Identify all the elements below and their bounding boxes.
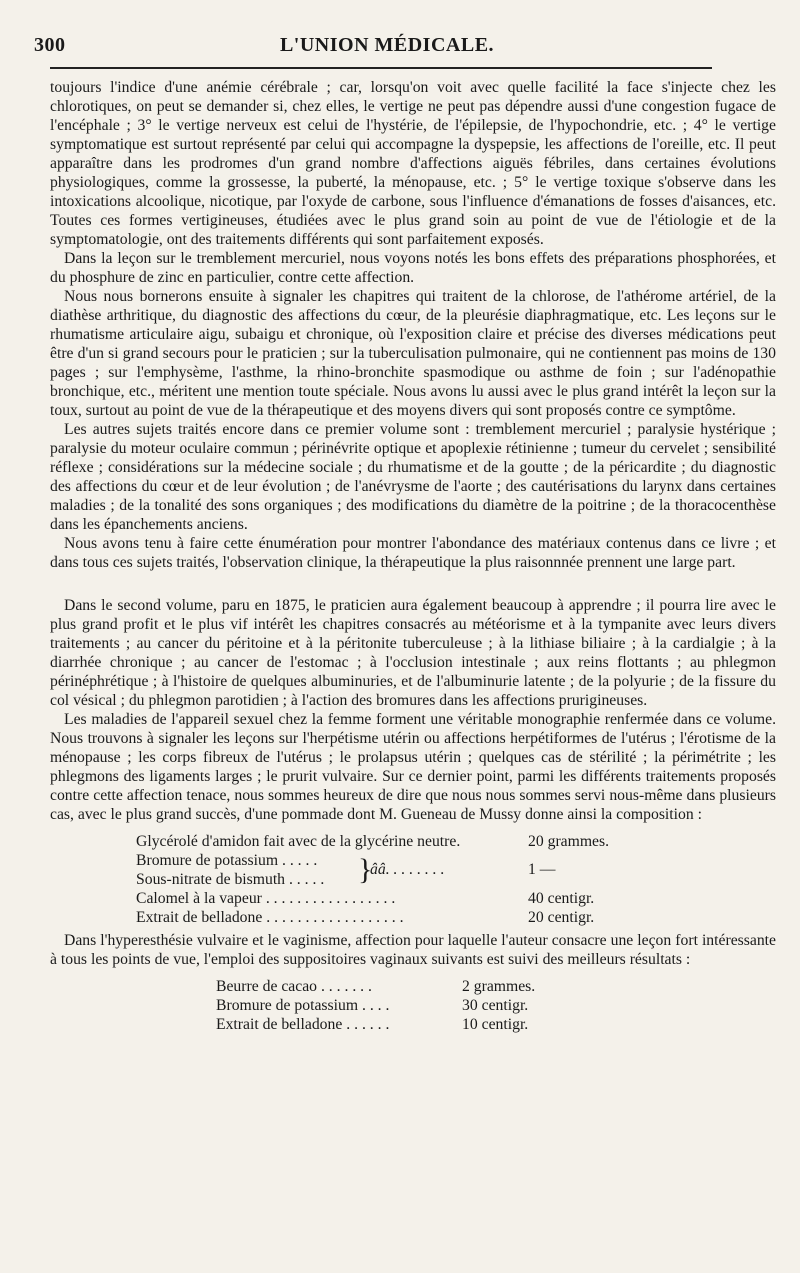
ingredient-name: Beurre de cacao . . . . . . . [216,978,372,995]
running-header [34,34,740,60]
ingredient-name: Glycérolé d'amidon fait avec de la glycérine neutre. [136,833,461,850]
formula-row [50,1015,776,1034]
ingredient-quantity: 20 centigr. [528,909,595,926]
ingredient-name: Extrait de belladone . . . . . . [216,1016,390,1033]
ingredient-name: Bromure de potassium . . . . [216,997,390,1014]
page-number: 300 [34,34,66,56]
ingredient-name: Bromure de potassium . . . . . [136,852,318,869]
formula-row [50,832,776,851]
ingredient-quantity: 1 — [528,861,556,878]
section-gap [50,572,776,596]
formula-row [50,996,776,1015]
paragraph: Nous avons tenu à faire cette énumération pour montrer l'abondance des matériaux contenus dans ce livre ; et dans tous ces sujets traités, l'observation clinique, la thérapeutique la plus raisonnnée prennent une large part. [50,535,776,571]
ingredient-name: Extrait de belladone . . . . . . . . . . . . . . . . . . [136,909,404,926]
ingredient-quantity: 30 centigr. [462,997,529,1014]
paragraph: Les maladies de l'appareil sexuel chez la femme forment une véritable monographie renfermée dans ce volume. Nous trouvons à signaler les leçons sur l'herpétisme utérin ou affections herpétiformes de l'utérus ; l'érotisme de la ménopause ; les corps fibreux de l'utérus ; le prolapsus utérin ; quelques cas de stérilité ; la périmétrite ; les phlegmons des ligaments larges ; le prurit vulvaire. Sur ce dernier point, parmi les différents traitements proposés contre cette affection tenace, nous sommes heureux de dire que nous nous sommes servi nous-même dans plusieurs cas, avec le plus grand succès, d'une pommade dont M. Gueneau de Mussy donne ainsi la composition : [50,711,776,823]
ingredient-quantity: 40 centigr. [528,890,595,907]
brace-mark: } [358,853,373,886]
header-rule [50,67,712,69]
formula-row [50,977,776,996]
formula-row [50,889,776,908]
formula-row [50,851,776,878]
paragraph: Les autres sujets traités encore dans ce premier volume sont : tremblement mercuriel ; paralysie hystérique ; paralysie du moteur oculaire commun ; périnévrite optique et apoplexie rétinienne ; tumeur du cervelet ; sensibilité réflexe ; considérations sur la médecine sociale ; du rhumatisme et de la goutte ; de la péricardite ; du diagnostic des affections du cœur et de leur évolution ; de l'anévrysme de l'aorte ; des cautérisations du larynx dans certaines maladies ; de la tonalité des sons organiques ; des modifications du diamètre de la poitrine ; de la thoracocenthèse dans les épanchements anciens. [50,421,776,533]
paragraph: Dans l'hyperesthésie vulvaire et le vaginisme, affection pour laquelle l'auteur consacre une leçon fort intéressante à tous les points de vue, l'emploi des suppositoires vaginaux suivants est suivi des meilleurs résultats : [50,932,776,968]
ointment-formula [50,832,776,927]
paragraph: Nous nous bornerons ensuite à signaler les chapitres qui traitent de la chlorose, de l'athérome artériel, de la diathèse arthritique, du diagnostic des affections du cœur, de la pleurésie diaphragmatique, etc. Les leçons sur le rhumatisme articulaire aigu, subaigu et chronique, où l'exposition claire et précise des diverses médications peut être d'un si grand secours pour le praticien ; sur la tuberculisation pulmonaire, qui ne contiennent pas moins de 130 pages ; sur l'emphysème, l'asthme, la rhino-bronchite spasmodique ou asthme de foin ; sur l'adénopathie bronchique, etc., méritent une mention toute spéciale. Nous avons lu aussi avec le plus grand intérêt la leçon sur la toux, surtout au point de vue de la thérapeutique et des moyens divers qui sont proposés contre ce symptôme. [50,288,776,419]
ingredient-quantity: 2 grammes. [462,978,536,995]
ingredient-name: Sous-nitrate de bismuth . . . . . [136,871,325,888]
ingredient-quantity: 20 grammes. [528,833,610,850]
journal-title: L'UNION MÉDICALE. [279,34,495,56]
ingredient-name: Calomel à la vapeur . . . . . . . . . . . . . . . . . [136,890,396,907]
ingredient-quantity: 10 centigr. [462,1016,529,1033]
ana-partes-mark: ââ. . . . . . . . [370,861,445,878]
formula-row [50,908,776,927]
article-body [50,78,776,1038]
paragraph: Dans la leçon sur le tremblement mercuriel, nous voyons notés les bons effets des préparations phosphorées, et du phosphure de zinc en particulier, contre cette affection. [50,250,776,286]
paragraph: toujours l'indice d'une anémie cérébrale ; car, lorsqu'on voit avec quelle facilité la face s'injecte chez les chlorotiques, on peut se demander si, chez elles, le vertige ne peut pas dépendre aussi d'une congestion fugace de l'encéphale ; 3° le vertige nerveux est celui de l'hystérie, de l'épilepsie, de l'hypochondrie, etc. ; 4° le vertige symptomatique est surtout représenté par celui qui accompagne la dyspepsie, les affections de l'oreille, etc. Il peut apparaître dans les prodromes d'un grand nombre d'affections aiguës fébriles, dans certaines évolutions physiologiques, comme la grossesse, la puberté, la ménopause, etc. ; 5° le vertige toxique s'observe dans les intoxications alcoolique, nicotique, par l'oxyde de carbone, sous l'influence d'émanations de fosses d'aisances, etc. Toutes ces formes vertigineuses, étudiées avec le plus grand soin au point de vue de l'étiologie et de la symptomatologie, ont des traitements différents qui sont parfaitement exposés. [50,79,776,248]
paragraph: Dans le second volume, paru en 1875, le praticien aura également beaucoup à apprendre ; il pourra lire avec le plus grand profit et le plus vif intérêt les chapitres consacrés au météorisme et à la tympanite avec leurs divers traitements ; au cancer du péritoine et à la péritonite tuberculeuse ; à la lithiase biliaire ; à la cardialgie ; à la diarrhée chronique ; au cancer de l'estomac ; à l'occlusion intestinale ; aux reins flottants ; au phlegmon périnéphrétique ; à l'histoire de quelques albuminuries, et de l'albuminurie latente ; de la polyurie ; de la fissure du col vésical ; du phlegmon parotidien ; à l'action des bromures dans les affections prurigineuses. [50,597,776,709]
suppository-formula [50,977,776,1034]
